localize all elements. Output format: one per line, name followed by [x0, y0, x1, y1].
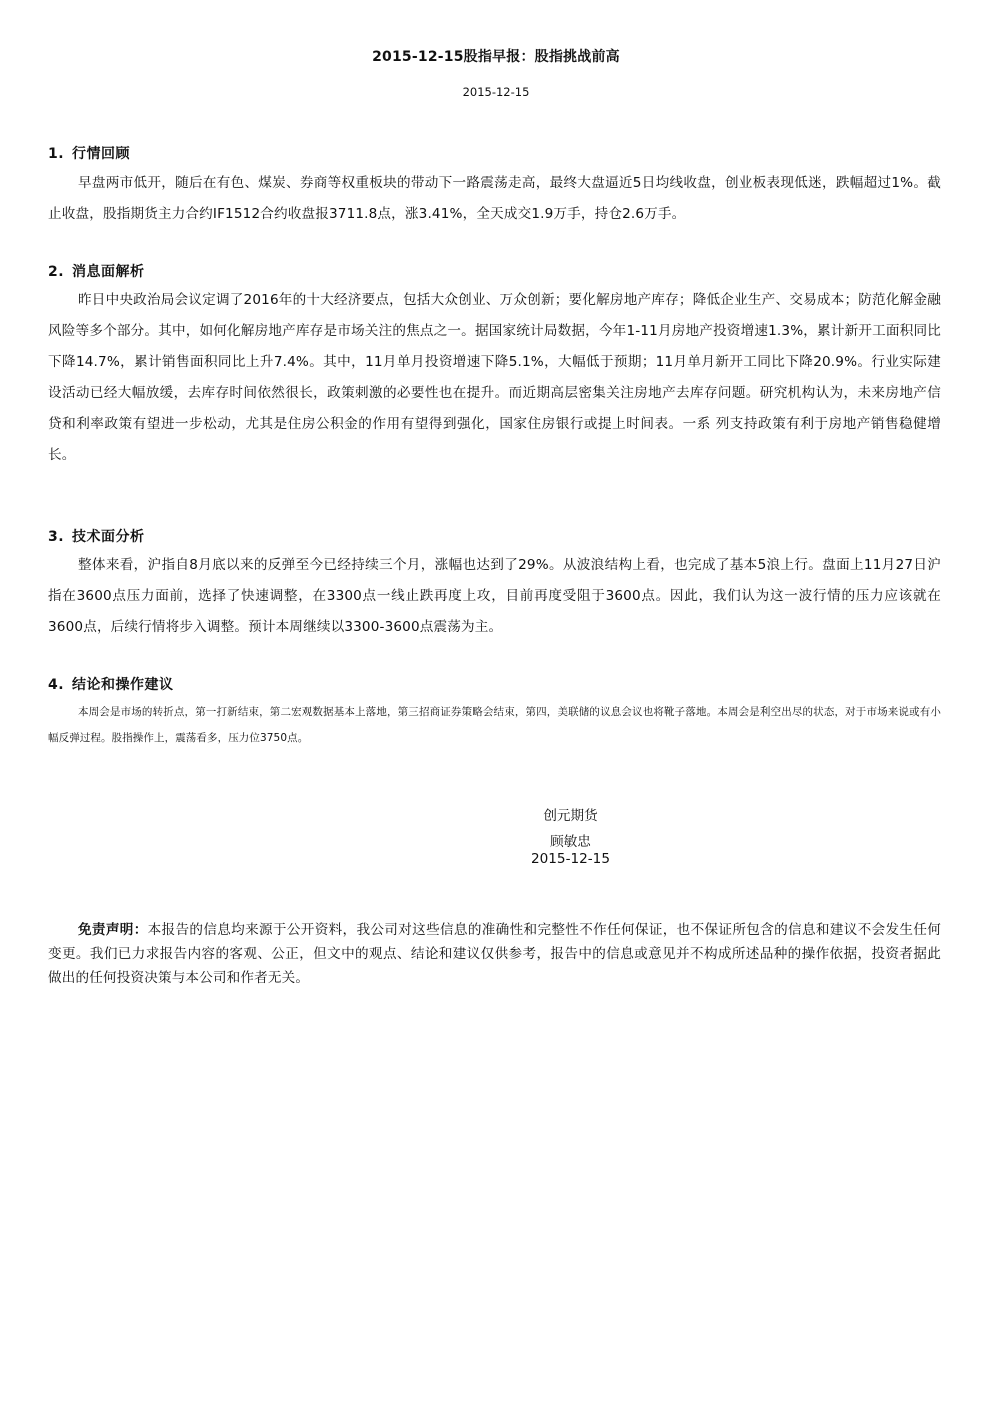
section-number: 4. — [48, 677, 65, 693]
section-heading-technical-analysis — [48, 526, 145, 546]
section-title: 消息面解析 — [72, 264, 145, 280]
section-body-news-analysis: 昨日中央政治局会议定调了2016年的十大经济要点，包括大众创业、万众创新；要化解房地产库存；降低企业生产、交易成本；防范化解金融风险等多个部分。其中，如何化解房地产库存是市场关注的焦点之一。据国家统计局数据，今年1-11月房地产投资增速1.3%，累计新开工面积同比下降14.7%，累计销售面积同比上升7.4%。其中，11月单月投资增速下降5.1%，大幅低于预期；11月单月新开工同比下降20.9%。行业实际建设活动已经大幅放缓，去库存时间依然很长，政策刺激的必要性也在提升。而近期高层密集关注房地产去库存问题。研究机构认为，未来房地产信贷和利率政策有望进一步松动，尤其是住房公积金的作用有望得到强化，国家住房银行或提上时间表。一系 列支持政策有利于房地产销售稳健增长。 — [48, 292, 941, 463]
document-date: 2015-12-15 — [462, 85, 530, 99]
section-heading-conclusion — [48, 674, 174, 694]
section-body-market-review: 早盘两市低开，随后在有色、煤炭、券商等权重板块的带动下一路震荡走高，最终大盘逼近5日均线收盘，创业板表现低迷，跌幅超过1%。截止收盘，股指期货主力合约IF1512合约收盘报3711.8点，涨3.41%，全天成交1.9万手，持仓2.6万手。 — [48, 175, 941, 222]
section-body-technical-analysis: 整体来看，沪指自8月底以来的反弹至今已经持续三个月，涨幅也达到了29%。从波浪结构上看，也完成了基本5浪上行。盘面上11月27日沪指在3600点压力面前，选择了快速调整，在3300点一线止跌再度上攻，目前再度受阻于3600点。因此，我们认为这一波行情的压力应该就在3600点，后续行情将步入调整。预计本周继续以3300-3600点震荡为主。 — [48, 557, 941, 635]
signature-company: 创元期货 — [543, 808, 598, 824]
section-number: 1. — [48, 146, 65, 162]
document-title: 2015-12-15股指早报：股指挑战前高 — [372, 49, 620, 65]
section-title: 技术面分析 — [72, 529, 145, 545]
section-title: 结论和操作建议 — [72, 677, 174, 693]
section-heading-market-review — [48, 143, 130, 163]
section-title: 行情回顾 — [72, 146, 130, 162]
disclaimer-label: 免责声明： — [78, 922, 148, 938]
section-number: 3. — [48, 529, 65, 545]
section-body-conclusion: 本周会是市场的转折点，第一打新结束，第二宏观数据基本上落地，第三招商证券策略会结束，第四，美联储的议息会议也将靴子落地。本周会是利空出尽的状态，对于市场来说或有小幅反弹过程。股指操作上，震荡看多，压力位3750点。 — [48, 706, 941, 744]
disclaimer — [48, 918, 941, 990]
signature-author: 顾敏忠 — [550, 834, 591, 850]
signature-date: 2015-12-15 — [530, 851, 610, 867]
disclaimer-text: 本报告的信息均来源于公开资料，我公司对这些信息的准确性和完整性不作任何保证，也不保证所包含的信息和建议不会发生任何变更。我们已力求报告内容的客观、公正，但文中的观点、结论和建议仅供参考，报告中的信息或意见并不构成所述品种的操作依据，投资者据此做出的任何投资决策与本公司和作者无关。 — [48, 922, 942, 986]
section-number: 2. — [48, 264, 65, 280]
section-heading-news-analysis — [48, 261, 145, 281]
